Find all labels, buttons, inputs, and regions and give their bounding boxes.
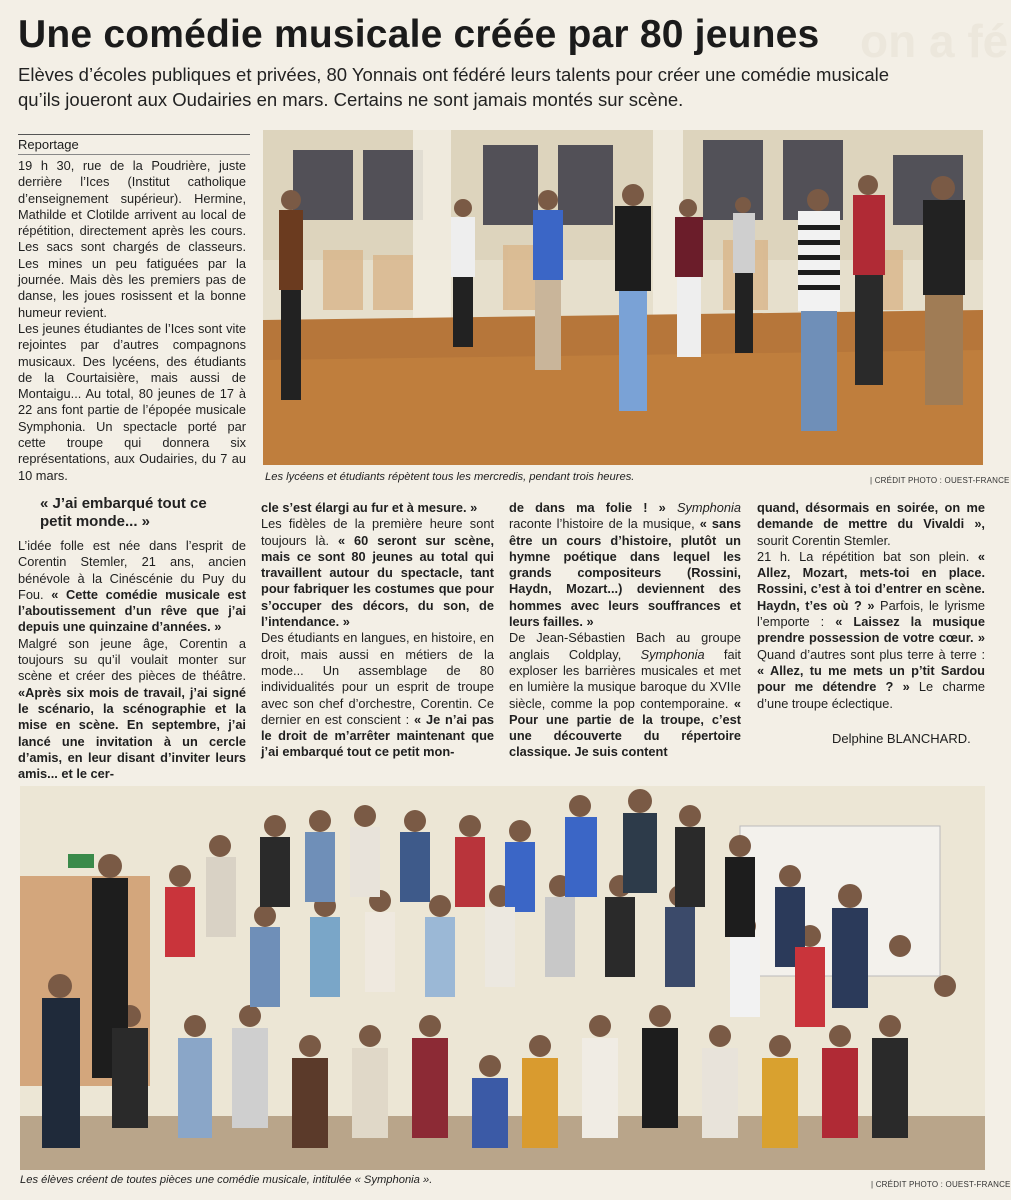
rehearsal-photo (263, 130, 983, 465)
author-signature: Delphine BLANCHARD. (832, 731, 971, 746)
rehearsal-photo-credit: | CRÉDIT PHOTO : OUEST-FRANCE (870, 476, 1010, 485)
column-3 (509, 500, 741, 761)
column-4 (757, 500, 985, 712)
paragraph: L’idée folle est née dans l’esprit de Corentin Stemler, 21 ans, ancien bénévole à la Cinéscénie du Puy du Fou. « Cette comédie musicale est l’aboutissement d’un rêve que j’ai depuis une quinzaine d’années. » (18, 538, 246, 635)
column-2 (261, 500, 494, 761)
ghost-text: on a fé (860, 15, 1009, 67)
group-photo (20, 786, 985, 1170)
quote-subheading: « J’ai embarqué tout ce petit monde... » (40, 495, 207, 530)
paragraph: 19 h 30, rue de la Poudrière, juste derrière l’Ices (Institut catholique d’enseignement supérieur). Hermine, Mathilde et Clotilde arrivent au local de répétition, directement après les cours. Les sacs sont chargés de classeurs. Les mines un peu fatiguées par la journée. Mais dès les premiers pas de danse, les joues rosissent et la bonne humeur revient. (18, 158, 246, 320)
paragraph: quand, désormais en soirée, on me demande de mettre du Vivaldi », sourit Corentin Stemler. (757, 500, 985, 548)
column-1-top (18, 158, 246, 484)
standfirst: Elèves d’écoles publiques et privées, 80 Yonnais ont fédéré leurs talents pour créer une comédie musicale qu’ils joueront aux Oudairies en mars. Certains ne sont jamais montés sur scène. (18, 64, 890, 110)
group-photo-illustration (20, 786, 985, 1170)
paragraph: cle s’est élargi au fur et à mesure. » (261, 500, 478, 515)
column-1-bottom (18, 538, 246, 782)
paragraph: De Jean-Sébastien Bach au groupe anglais Coldplay, Symphonia fait exploser les barrières musicales et met en lumière la musique baroque du XVIIe siècle, comme la pop contemporaine. « Pour une partie de la troupe, c’est une découverte du répertoire classique. Je suis content (509, 630, 741, 760)
paragraph: Des étudiants en langues, en histoire, en droit, mais aussi en métiers de la mode... Un assemblage de 80 individualités pour un esprit de troupe avec son chef d’orchestre, Corentin. Ce dernier en est conscient : « Je n’ai pas le droit de m’arrêter maintenant que j’ai embarqué tout ce petit mon- (261, 630, 494, 760)
paragraph: Les jeunes étudiantes de l’Ices sont vite rejointes par d’autres compagnons musicaux. Des lycéens, des étudiants de la Courtaisière, mais aussi de Montaigu... Au total, 80 jeunes de 17 à 22 ans font partie de l’épopée musicale Symphonia. Un spectacle porté par cette troupe qui donnera six représentations, aux Oudairies, du 7 au 10 mars. (18, 320, 246, 483)
paragraph: de dans ma folie ! » Symphonia raconte l’histoire de la musique, « sans être un cours d’histoire, plutôt un hymne poétique dans lequel les grands compositeurs (Rossini, Haydn, Mozart...) deviennent des hommes avec leurs souffrances et leurs failles. » (509, 500, 741, 630)
paragraph: 21 h. La répétition bat son plein. « Allez, Mozart, mets-toi en place. Rossini, c’est à toi d’entrer en scène. Haydn, t’es où ? » Parfois, le lyrisme l’emporte : « Laissez la musique prendre possession de votre cœur. » Quand d’autres sont plus terre à terre : « Allez, tu me mets un p’tit Sardou pour me détendre ? » Le charme d’une troupe éclectique. (757, 548, 985, 711)
headline: Une comédie musicale créée par 80 jeunes (18, 13, 820, 56)
group-photo-credit: | CRÉDIT PHOTO : OUEST-FRANCE (871, 1180, 1011, 1189)
section-rubric: Reportage (18, 134, 250, 155)
paragraph: Malgré son jeune âge, Corentin a toujours su qu’il voulait monter sur scène et créer des pièces de théâtre. «Après six mois de travail, j’ai signé le scénario, la scénographie et la mise en scène. En septembre, j’ai lancé une invitation à un cercle d’amis, en leur disant d’inviter leurs amis... et le cer- (18, 635, 246, 782)
rehearsal-photo-illustration (263, 130, 983, 465)
rehearsal-photo-caption: Les lycéens et étudiants répètent tous les mercredis, pendant trois heures. (265, 471, 635, 483)
group-photo-caption: Les élèves créent de toutes pièces une comédie musicale, intitulée « Symphonia ». (20, 1174, 433, 1186)
paragraph: Les fidèles de la première heure sont toujours là. « 60 seront sur scène, mais ce sont 80 jeunes au total qui travaillent autour du spectacle, tant pour fabriquer les costumes que pour s’occuper des décors, du son, de l’intendance. » (261, 516, 495, 630)
